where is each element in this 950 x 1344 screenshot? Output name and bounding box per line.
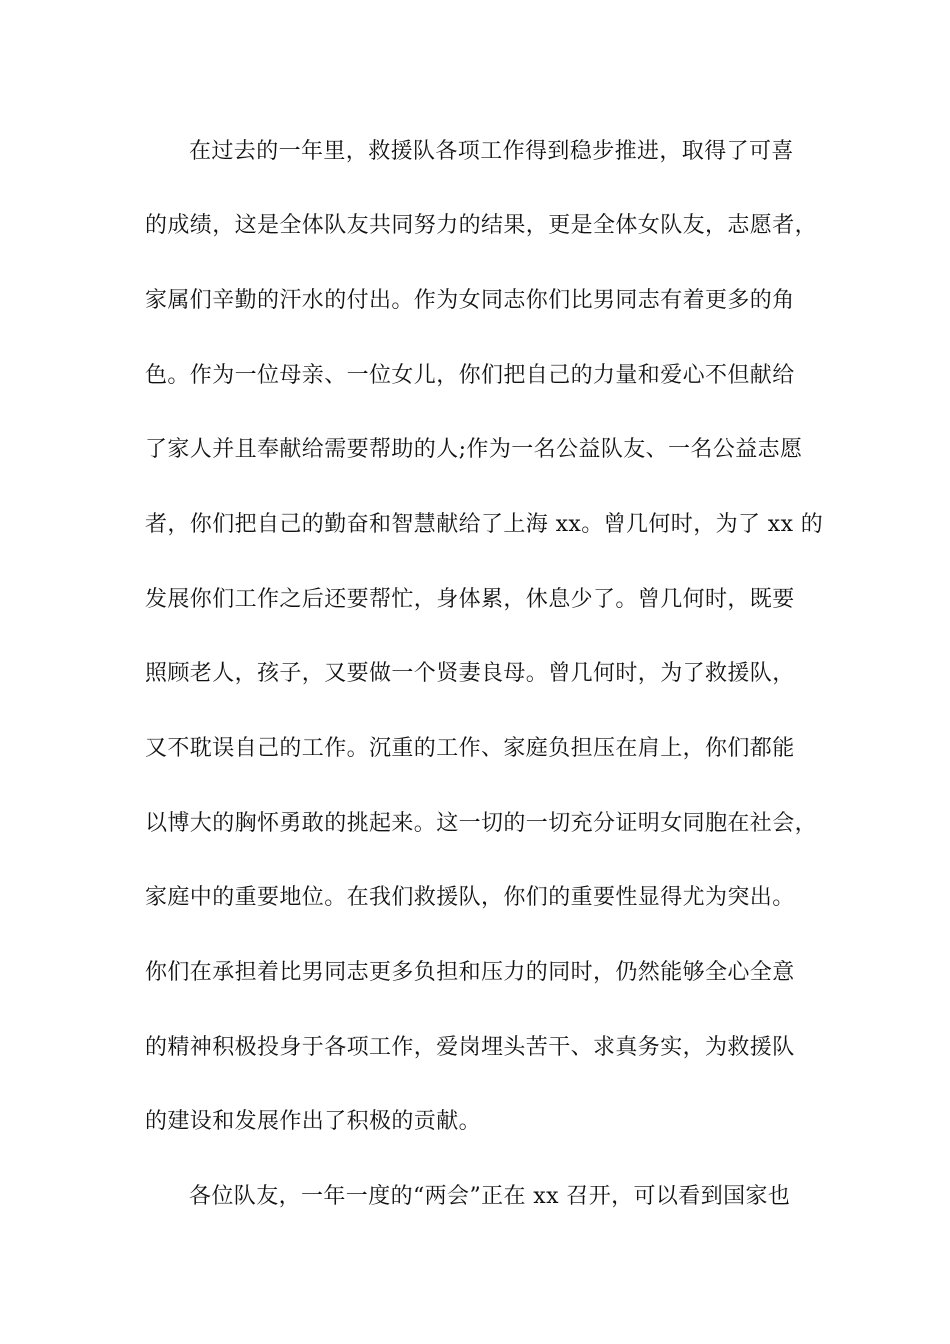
paragraph-1-line-14: 的建设和发展作出了积极的贡献。 bbox=[145, 1109, 482, 1134]
paragraph-1-line-7: 发展你们工作之后还要帮忙，身体累，休息少了。曾几何时，既要 bbox=[145, 587, 795, 612]
paragraph-1-line-5: 了家人并且奉献给需要帮助的人;作为一名公益队友、一名公益志愿 bbox=[145, 437, 803, 462]
paragraph-1-line-4: 色。作为一位母亲、一位女儿，你们把自己的力量和爱心不但献给 bbox=[145, 363, 795, 388]
paragraph-1-line-6: 者，你们把自己的勤奋和智慧献给了上海 xx。曾几何时，为了 xx 的 bbox=[145, 512, 824, 537]
paragraph-1-line-1: 在过去的一年里，救援队各项工作得到稳步推进，取得了可喜 bbox=[189, 139, 794, 164]
paragraph-1-line-8: 照顾老人，孩子，又要做一个贤妻良母。曾几何时，为了救援队， bbox=[145, 661, 795, 686]
paragraph-1-line-3: 家属们辛勤的汗水的付出。作为女同志你们比男同志有着更多的角 bbox=[145, 288, 795, 313]
paragraph-1-line-10: 以博大的胸怀勇敢的挑起来。这一切的一切充分证明女同胞在社会， bbox=[145, 811, 818, 836]
paragraph-2-line-1: 各位队友，一年一度的“两会”正在 xx 召开，可以看到国家也 bbox=[189, 1184, 791, 1209]
paragraph-1-line-11: 家庭中的重要地位。在我们救援队，你们的重要性显得尤为突出。 bbox=[145, 885, 795, 910]
paragraph-1-line-2: 的成绩，这是全体队友共同努力的结果，更是全体女队友，志愿者， bbox=[145, 213, 818, 238]
paragraph-1-line-13: 的精神积极投身于各项工作，爱岗埋头苦干、求真务实，为救援队 bbox=[145, 1035, 795, 1060]
paragraph-1-line-12: 你们在承担着比男同志更多负担和压力的同时，仍然能够全心全意 bbox=[145, 960, 795, 985]
paragraph-1-line-9: 又不耽误自己的工作。沉重的工作、家庭负担压在肩上，你们都能 bbox=[145, 736, 795, 761]
